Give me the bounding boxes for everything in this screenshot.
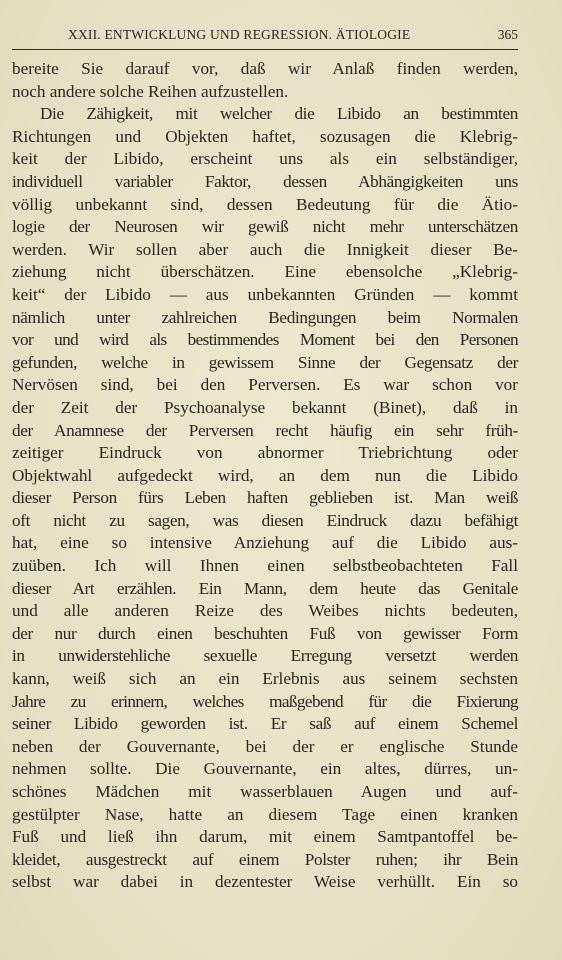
text-line: zuüben. Ich will Ihnen einen selbstbeobachteten Fall: [12, 556, 518, 576]
text-line: noch andere solche Reihen aufzustellen.: [12, 81, 289, 101]
text-line: hat, eine so intensive Anziehung auf die Libido aus-: [12, 533, 518, 553]
text-line: Die Zähigkeit, mit welcher die Libido an bestimmten: [40, 104, 518, 124]
text-line: Nervösen sind, bei den Perversen. Es war schon vor: [12, 375, 518, 395]
page-number: 365: [497, 27, 518, 42]
text-line: der nur durch einen beschuhten Fuß von gewisser Form: [12, 623, 518, 643]
text-line: kann, weiß sich an ein Erlebnis aus seinem sechsten: [12, 669, 518, 689]
text-line: werden. Wir sollen aber auch die Innigkeit dieser Be-: [12, 239, 518, 259]
text-line: dieser Person fürs Leben haften geblieben ist. Man weiß: [12, 488, 518, 508]
text-line: keit der Libido, erscheint uns als ein selbständiger,: [12, 149, 518, 169]
text-line: nämlich unter zahlreichen Bedingungen beim Normalen: [12, 307, 518, 327]
text-line: ziehung nicht überschätzen. Eine ebensolche „Klebrig-: [12, 262, 518, 282]
header-rule: [12, 49, 518, 50]
text-line: individuell variabler Faktor, dessen Abhängigkeiten uns: [12, 171, 518, 191]
text-line: gefunden, welche in gewissem Sinne der Gegensatz der: [12, 352, 518, 372]
text-line: Jahre zu erinnern, welches maßgebend für die Fixierung: [12, 691, 518, 711]
running-header: [12, 27, 518, 49]
text-line: seiner Libido geworden ist. Er saß auf einem Schemel: [12, 714, 518, 734]
text-line: zeitiger Eindruck von abnormer Triebrichtung oder: [12, 443, 518, 463]
text-line: nehmen sollte. Die Gouvernante, ein altes, dürres, un-: [12, 759, 518, 779]
text-line: keit“ der Libido — aus unbekannten Gründen — kommt: [12, 284, 518, 304]
text-line: Fuß und ließ ihn darum, mit einem Samtpantoffel be-: [12, 827, 518, 847]
text-line: bereite Sie darauf vor, daß wir Anlaß finden werden,: [12, 59, 518, 78]
text-line: und alle anderen Reize des Weibes nichts bedeuten,: [12, 601, 518, 621]
text-line: logie der Neurosen wir gewiß nicht mehr unterschätzen: [12, 217, 518, 237]
text-line: vor und wird als bestimmendes Moment bei den Personen: [12, 330, 518, 350]
text-line: neben der Gouvernante, bei der er englische Stunde: [12, 736, 518, 756]
text-line: der Anamnese der Perversen recht häufig ein sehr früh-: [12, 420, 518, 440]
text-line: gestülpter Nase, hatte an diesem Tage einen kranken: [12, 804, 518, 824]
text-line: kleidet, ausgestreckt auf einem Polster ruhen; ihr Bein: [12, 849, 518, 869]
text-line: oft nicht zu sagen, was diesen Eindruck dazu befähigt: [12, 510, 518, 530]
text-line: in unwiderstehliche sexuelle Erregung versetzt werden: [12, 646, 518, 666]
text-line: dieser Art erzählen. Ein Mann, dem heute das Genitale: [12, 578, 518, 598]
text-line: völlig unbekannt sind, dessen Bedeutung für die Ätio-: [12, 194, 518, 214]
text-line: Richtungen und Objekten haftet, sozusagen die Klebrig-: [12, 126, 518, 146]
text-line: Objektwahl aufgedeckt wird, an dem nun die Libido: [12, 465, 518, 485]
text-line: der Zeit der Psychoanalyse bekannt (Binet), daß in: [12, 397, 518, 417]
text-line: selbst war dabei in dezentester Weise verhüllt. Ein so: [12, 872, 518, 892]
body-text: [12, 58, 518, 894]
text-line: schönes Mädchen mit wasserblauen Augen und auf-: [12, 782, 518, 801]
running-header-title: XXII. ENTWICKLUNG UND REGRESSION. ÄTIOLOGIE: [68, 27, 411, 42]
